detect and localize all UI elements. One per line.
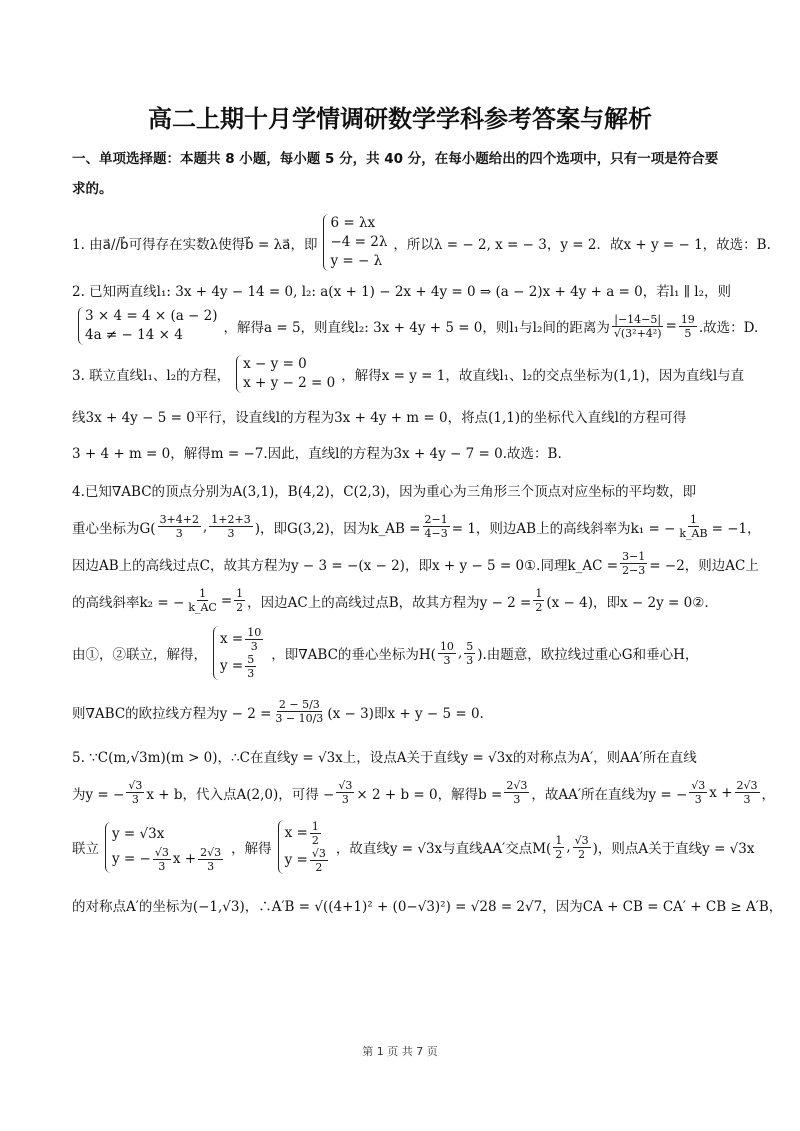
denominator: 4−3 [424, 527, 448, 540]
fraction [234, 587, 245, 614]
answer-3-line-2: 线3x + 4y − 5 = 0平行，设直线l的方程为3x + 4y + m = 0，将点(1,1)的坐标代入直线l的方程可得 [72, 410, 687, 426]
text: y = [284, 852, 308, 868]
fraction [336, 779, 354, 806]
denominator: 2 [236, 601, 244, 614]
fraction [273, 698, 325, 725]
section-heading-line-2: 求的。 [72, 181, 113, 197]
text: ，即∇ABC的垂心坐标为H( [271, 647, 436, 663]
denominator: 3 [743, 793, 751, 806]
denominator: 2 [555, 847, 563, 861]
fraction [689, 779, 707, 806]
text: ，故直线y = √3x与直线AA′交点M( [335, 841, 552, 857]
denominator: k_AC [188, 601, 217, 614]
equation: y = √3x [112, 825, 165, 842]
denominator: 3 [513, 793, 521, 806]
numerator: 1 [311, 820, 319, 833]
denominator: 3 [158, 859, 166, 873]
numerator: √3 [128, 779, 143, 792]
fraction [438, 640, 456, 667]
numerator: 2√3 [506, 779, 528, 792]
equation: y = − λ [330, 253, 383, 269]
answer-2-system [78, 307, 218, 345]
denominator: 2−3 [622, 564, 646, 577]
denominator: 3 [341, 793, 349, 806]
distance-fraction [612, 313, 664, 340]
answer-5-system-a [105, 822, 225, 873]
text: )，即G(3,2)，因为k_AB = [254, 520, 421, 537]
denominator: 3 [694, 793, 702, 806]
numerator: 2√3 [736, 779, 758, 792]
denominator: √(3²+4²) [613, 326, 662, 340]
equation: 6 = λx [330, 215, 376, 231]
answer-1-system [323, 214, 387, 271]
numerator: 1 [199, 587, 207, 600]
equation [112, 846, 225, 873]
answer-4-line-3 [72, 550, 759, 577]
comma: , [566, 839, 571, 855]
answer-3-lead: 3. 联立直线l₁、l₂的方程， [72, 368, 231, 384]
fraction [310, 847, 328, 874]
answer-2-line-2 [72, 307, 759, 345]
text: ， [761, 786, 776, 803]
denominator: 3 [443, 653, 451, 667]
answer-5-line-4: 的对称点A′的坐标为(−1,√3)，∴A′B = √((4+1)² + (0−√3)²) = √28 = 2√7，因为CA + CB = CA′ + CB ≥ A′B， [72, 899, 783, 915]
numerator: 2√3 [200, 845, 222, 859]
text: x = [284, 825, 308, 841]
answer-2-mid: ，解得a = 5，则直线l₂: 3x + 4y + 5 = 0，则l₁与l₂间的距离为 [223, 320, 610, 336]
answer-5-system-b [278, 820, 330, 874]
denominator: 3 [207, 859, 215, 873]
numerator: 2 − 5/3 [278, 698, 320, 711]
fraction [126, 779, 144, 806]
text: x = [220, 631, 244, 647]
answer-3-tail: ，解得x = y = 1，故直线l₁、l₂的交点坐标为(1,1)，因为直线l与直 [341, 368, 745, 384]
text: × 2 + b = 0，解得b = [356, 786, 503, 803]
result-fraction [679, 313, 697, 340]
numerator: 2−1 [424, 513, 448, 526]
text: = 1，则边AB上的高线斜率为k₁ = − [451, 520, 676, 537]
answer-2-tail: .故选：D. [698, 320, 759, 336]
equation: 4a ≠ − 14 × 4 [85, 327, 183, 343]
text: x + [172, 850, 197, 867]
text: 为y = − [72, 786, 125, 803]
answer-2-line-1: 2. 已知两直线l₁: 3x + 4y − 14 = 0, l₂: a(x + 1) − 2x + 4y = 0 ⇒ (a − 2)x + 4y + a = 0，若l₁ ∥ l₂，则 [72, 284, 732, 300]
denominator: 3 [227, 527, 235, 540]
answer-1-tail: ，所以λ = − 2, x = − 3，y = 2．故x + y = − 1，故选：B. [393, 236, 771, 253]
fraction [186, 587, 219, 614]
equation [285, 847, 330, 874]
numerator: 5 [247, 653, 255, 666]
text: 的高线斜率k₂ = − [72, 594, 185, 611]
answer-4-line-6 [72, 698, 728, 725]
answer-4-line-1: 4.已知∇ABC的顶点分别为A(3,1)，B(4,2)，C(2,3)，因为重心为三角形三个顶点对应坐标的平均数，即 [72, 484, 697, 500]
text: 重心坐标为G( [72, 520, 156, 537]
denominator: 2 [578, 847, 586, 861]
page-footer: 第 1 页 共 7 页 [362, 1045, 438, 1058]
denominator: 3 − 10/3 [275, 712, 324, 725]
answer-5-line-2 [72, 779, 776, 806]
numerator: 19 [680, 312, 695, 326]
fraction [573, 834, 591, 861]
fraction [198, 846, 223, 873]
text: ).由题意，欧拉线过重心G和垂心H， [477, 647, 699, 663]
answer-4-line-2 [72, 513, 761, 540]
numerator: 3−1 [622, 550, 646, 563]
numerator: √3 [311, 847, 326, 860]
text: = −1， [711, 520, 761, 537]
text: y = − [112, 850, 151, 867]
fraction [620, 550, 647, 577]
numerator: √3 [154, 845, 169, 859]
answer-3-line-1 [72, 355, 745, 393]
fraction [504, 779, 529, 806]
fraction [735, 779, 760, 806]
text: ，解得 [231, 841, 272, 857]
page-title: 高二上期十月学情调研数学学科参考答案与解析 [148, 105, 652, 133]
text: x + b，代入点A(2,0)，可得 − [146, 786, 335, 803]
section-heading [72, 144, 728, 204]
equation: 3 × 4 = 4 × (a − 2) [85, 308, 218, 324]
fraction [553, 834, 564, 861]
fraction [423, 513, 450, 540]
fraction [310, 820, 321, 847]
denominator: 2 [311, 834, 319, 847]
denominator: 3 [466, 653, 474, 667]
answer-5-line-1: 5. ∵C(m,√3m)(m > 0)，∴C在直线y = √3x上，设点A关于直线y = √3x的对称点为A′，则AA′所在直线 [72, 750, 697, 766]
section-heading-line-1: 一、单项选择题：本题共 8 小题，每小题 5 分，共 40 分，在每小题给出的四个选项中，只有一项是符合要 [72, 151, 719, 167]
numerator: |−14−5| [614, 312, 662, 326]
text: 因边AB上的高线过点C，故其方程为y − 3 = −(x − 2)，即x + y − 5 = 0①.同理k_AC = [72, 557, 619, 574]
answer-4-line-4 [72, 587, 728, 614]
text: )，则点A关于直线y = √3x [592, 841, 755, 857]
numerator: 1 [535, 587, 543, 600]
fraction [153, 846, 171, 873]
answer-5-line-3 [72, 820, 755, 874]
denominator: 3 [175, 527, 183, 540]
equation: x − y = 0 [243, 356, 307, 372]
text: ，因边AC上的高线过点B，故其方程为y − 2 = [247, 594, 532, 611]
fraction [245, 653, 256, 680]
answer-1-lead: 1. 由a⃗//b⃗可得存在实数λ使得b⃗ = λa⃗，即 [72, 236, 318, 253]
text: = [220, 592, 233, 609]
equation [285, 820, 330, 847]
denominator: 3 [131, 793, 139, 806]
numerator: √3 [574, 833, 589, 847]
equation [220, 626, 265, 653]
equation [220, 653, 265, 680]
numerator: 1 [236, 587, 244, 600]
numerator: 5 [466, 639, 474, 653]
denominator: 3 [250, 640, 258, 653]
comma: , [457, 645, 463, 661]
text: , [203, 518, 208, 535]
text: 由①，②联立，解得， [72, 647, 207, 663]
fraction [245, 626, 263, 653]
equation: x + y − 2 = 0 [243, 375, 336, 391]
numerator: √3 [338, 779, 353, 792]
denominator: 5 [684, 326, 692, 340]
numerator: 10 [247, 626, 262, 639]
equals: = [665, 318, 677, 334]
text: = −2，则边AC上 [649, 557, 759, 574]
text: (x − 4)，即x − 2y = 0②. [546, 594, 709, 611]
fraction [158, 513, 201, 540]
text: y = [220, 658, 244, 674]
text: ，故AA′所在直线为y = − [531, 786, 688, 803]
numerator: 3+4+2 [159, 513, 199, 526]
numerator: √3 [691, 779, 706, 792]
fraction [209, 513, 252, 540]
fraction [677, 513, 709, 540]
text: 则∇ABC的欧拉线方程为y − 2 = [72, 705, 272, 722]
numerator: 1 [555, 833, 563, 847]
answer-4-line-5 [72, 626, 728, 680]
denominator: k_AB [679, 527, 708, 540]
text: x + [709, 784, 733, 801]
fraction [533, 587, 544, 614]
equation: −4 = 2λ [330, 234, 388, 250]
text: (x − 3)即x + y − 5 = 0. [327, 705, 484, 722]
answer-4-system [213, 626, 265, 680]
numerator: 1 [689, 513, 697, 526]
denominator: 2 [535, 601, 543, 614]
answer-3-system [236, 355, 335, 393]
text: 联立 [72, 841, 99, 857]
answer-3-line-3: 3 + 4 + m = 0，解得m = −7.因此，直线l的方程为3x + 4y − 7 = 0.故选：B. [72, 446, 562, 462]
numerator: 1+2+3 [211, 513, 251, 526]
numerator: 10 [439, 639, 454, 653]
denominator: 3 [247, 667, 255, 680]
denominator: 2 [315, 861, 323, 874]
answer-1 [72, 214, 771, 271]
fraction [464, 640, 475, 667]
